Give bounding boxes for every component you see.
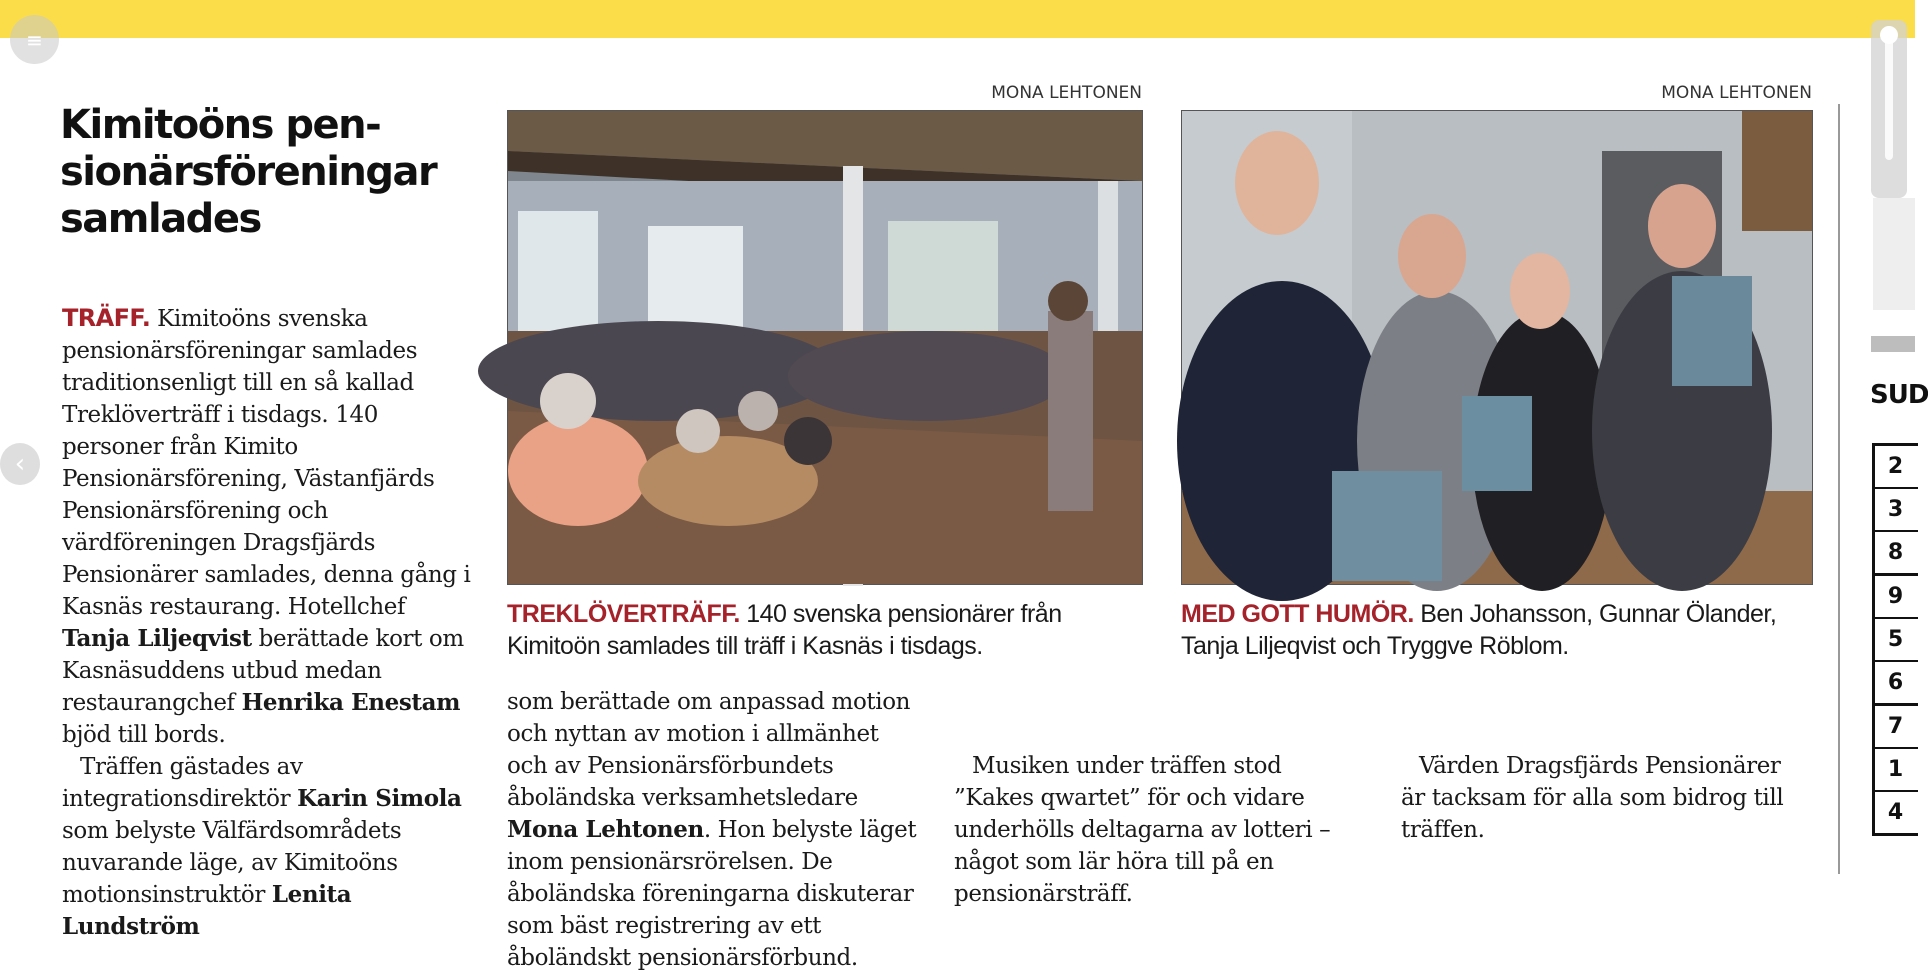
- body-text: bjöd till bords.: [62, 722, 226, 748]
- caption-text: Ben Johansson, Gunnar Ölander, Tanja Liljeqvist och Tryggve Röblom.: [1181, 600, 1777, 660]
- body-paragraph: Värden Dragsfjärds Pensionärer är tacksam för alla som bidrog till träffen.: [1401, 753, 1784, 843]
- photo-caption: [1181, 598, 1821, 662]
- sudoku-heading: SUD: [1870, 380, 1928, 410]
- sudoku-cell: 6: [1875, 662, 1918, 706]
- article-column-2: [507, 686, 917, 974]
- article-headline: Kimitoöns pen-sionärsföreningar samlades: [60, 102, 437, 242]
- scrollbar-thumb[interactable]: [1885, 30, 1893, 160]
- sudoku-cell: 8: [1875, 532, 1918, 576]
- restaurant-photo-image: [508, 111, 1142, 584]
- photo-credit: MONA LEHTONEN: [991, 83, 1142, 103]
- body-paragraph: [507, 686, 917, 974]
- sudoku-cell: 4: [1875, 792, 1918, 836]
- sudoku-cell: 5: [1875, 619, 1918, 662]
- sudoku-cell: 3: [1875, 489, 1918, 532]
- caption-text: 140 svenska pensionärer från Kimitoön samlades till träff i Kasnäs i tisdags.: [507, 600, 1062, 660]
- menu-button[interactable]: [10, 15, 59, 64]
- person-name: Mona Lehtonen: [507, 816, 704, 843]
- caption-kicker: TREKLÖVERTRÄFF.: [507, 600, 740, 628]
- previous-page-button[interactable]: [0, 443, 40, 485]
- group-photo-image: [1182, 111, 1812, 584]
- person-name: Tanja Liljeqvist: [62, 625, 252, 652]
- article-kicker: TRÄFF.: [62, 304, 151, 332]
- sudoku-cell: 2: [1875, 443, 1918, 489]
- photo-credit: MONA LEHTONEN: [1661, 83, 1812, 103]
- body-text: . Hon belyste läget inom pensionärsrörelsen. De åboländska föreningarna diskuterar som bäst registrering av ett åboländskt pensionärsförbund.: [507, 817, 917, 971]
- top-accent-bar: [0, 0, 1915, 38]
- person-name: Karin Simola: [297, 785, 462, 812]
- body-text: Träffen gästades av integrationsdirektör: [62, 754, 303, 812]
- page-scrollbar[interactable]: [1871, 20, 1907, 198]
- sudoku-cell: 1: [1875, 749, 1918, 792]
- body-paragraph: Musiken under träffen stod ”Kakes qwartet” för och vidare underhölls deltagarna av lotteri – något som lär höra till på en pensionärsträff.: [954, 753, 1331, 907]
- column-divider: [1838, 104, 1840, 874]
- body-text: berättade kort om Kasnäsuddens utbud medan restaurangchef: [62, 626, 464, 716]
- chevron-left-icon: ‹: [14, 449, 26, 479]
- person-name: Henrika Enestam: [241, 689, 461, 716]
- sidebar-rule: [1871, 336, 1915, 352]
- photo-caption: [507, 598, 1147, 662]
- body-text: som berättade om anpassad motion och nyttan av motion i allmänhet och av Pensionärsförbundets åboländska verksamhetsledare: [507, 689, 911, 811]
- restaurant-photo: [507, 110, 1143, 585]
- body-text: som belyste Välfärdsområdets nuvarande läge, av Kimitoöns motionsinstruktör: [62, 818, 402, 908]
- sudoku-cell: 7: [1875, 706, 1918, 749]
- sidebar-panel: [1873, 198, 1915, 310]
- article-column-3: [954, 750, 1364, 910]
- group-photo: [1181, 110, 1813, 585]
- article-column-1: [62, 302, 472, 943]
- caption-kicker: MED GOTT HUMÖR.: [1181, 600, 1414, 628]
- lead-paragraph: [62, 302, 472, 751]
- person-name: Lenita Lundström: [62, 881, 352, 940]
- sudoku-cell: 9: [1875, 576, 1918, 619]
- article-column-4: [1401, 750, 1811, 846]
- sudoku-grid: [1872, 443, 1918, 836]
- lead-text: Kimitoöns svenska pensionärsföreningar samlades traditionsenligt till en så kallad Treklöverträff i tisdags. 140 personer från Kimito Pensionärsförening, Västanfjärds Pensionärsförening och värdföreningen Dragsfjärds Pensionärer samlades, denna gång i Kasnäs restaurang. Hotellchef: [62, 306, 471, 620]
- scrollbar-knob[interactable]: [1880, 26, 1898, 44]
- menu-icon: ≡: [26, 27, 43, 52]
- body-paragraph: [62, 751, 472, 943]
